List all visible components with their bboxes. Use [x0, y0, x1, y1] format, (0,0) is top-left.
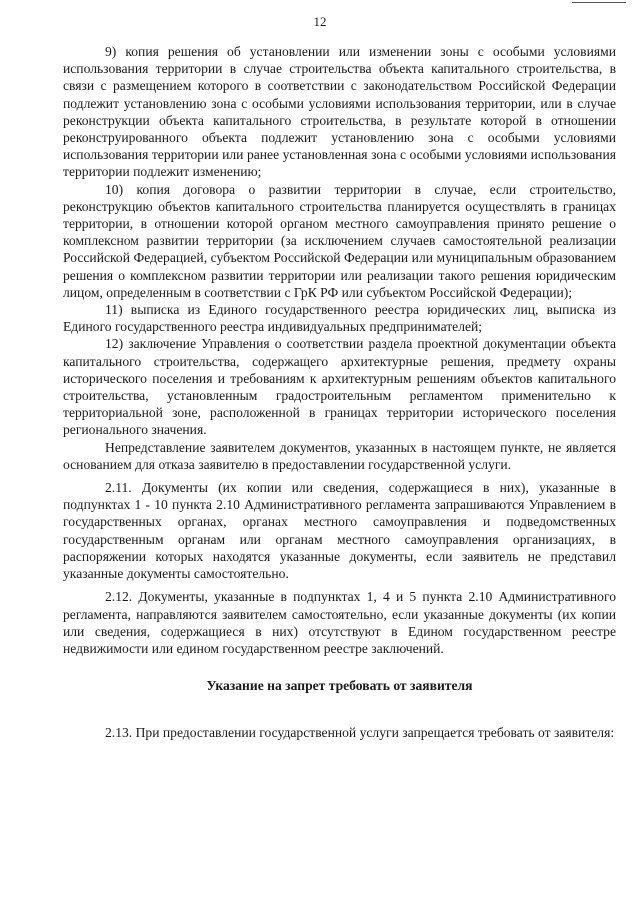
paragraph-2-11: 2.11. Документы (их копии или сведения, содержащиеся в них), указанные в подпунктах 1 - 10 пункта 2.10 Административного регламента запрашиваются Управлением в государственных органах, органах местного самоуправления и подведомственных государственным органам или органам местного самоуправления организациях, в распоряжении которых находятся указанные документы, если заявитель не представил указанные документы самостоятельно.	[63, 480, 616, 582]
paragraph-item-11: 11) выписка из Единого государственного реестра юридических лиц, выписка из Единого государственного реестра индивидуальных предпринимателей;	[63, 302, 616, 335]
document-body	[63, 43, 616, 742]
paragraph-item-10: 10) копия договора о развитии территории в случае, если строительство, реконструкцию объектов капитального строительства планируется осуществлять в границах территории, в отношении которой органом местного самоуправления принято решение о комплексном развитии территории (за исключением случаев самостоятельной реализации Российской Федерацией, субъектом Российской Федерации или муниципальным образованием решения о комплексном развитии территории или реализации такого решения юридическим лицом, определенным в соответствии с ГрК РФ или субъектом Российской Федерации);	[63, 181, 616, 300]
paragraph-item-12: 12) заключение Управления о соответствии раздела проектной документации объекта капитального строительства, содержащего архитектурные решения, предмету охраны исторического поселения и требованиям к архитектурным решениям объектов капитального строительства, установленным градостроительным регламентом применительно к территориальной зоне, расположенной в границах территории исторического поселения регионального значения.	[63, 336, 616, 438]
header-rule	[572, 2, 626, 3]
paragraph-2-12: 2.12. Документы, указанные в подпунктах 1, 4 и 5 пункта 2.10 Административного регламента, направляются заявителем самостоятельно, если указанные документы (их копии или сведения, содержащиеся в них) отсутствуют в Едином государственном реестре недвижимости или едином государственном реестре заключений.	[63, 589, 616, 656]
paragraph-2-13: 2.13. При предоставлении государственной услуги запрещается требовать от заявителя:	[105, 725, 615, 741]
paragraph-item-9: 9) копия решения об установлении или изменении зоны с особыми условиями использования территории в случае строительства объекта капитального строительства, в связи с размещением которого в соответствии с законодательством Российской Федерации подлежит установлению зона с особыми условиями использования территории, или в случае реконструкции объекта капитального строительства, в результате которой в отношении реконструированного объекта подлежит установлению зона с особыми условиями использования территории или ранее установленная зона с особыми условиями использования территории подлежит изменению;	[63, 44, 616, 180]
section-heading: Указание на запрет требовать от заявителя	[206, 678, 473, 694]
page-number: 12	[313, 14, 327, 29]
paragraph-non-submission-note: Непредставление заявителем документов, указанных в настоящем пункте, не является основанием для отказа заявителю в предоставлении государственной услуги.	[63, 439, 616, 472]
